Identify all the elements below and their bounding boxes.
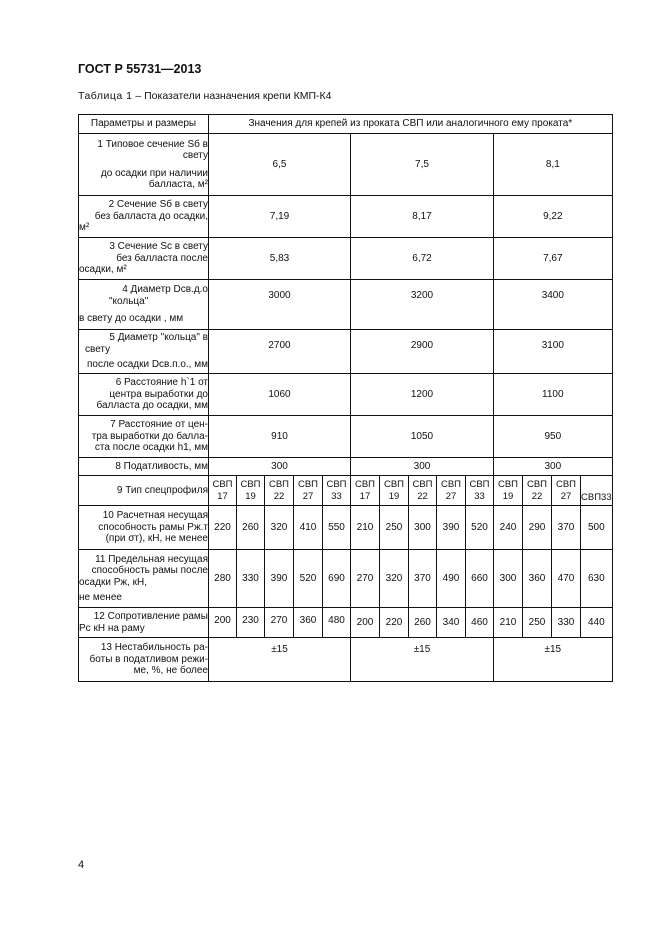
- value-cell: 360: [523, 550, 552, 608]
- value-cell: 390: [437, 506, 466, 550]
- profile-cell: СВП 22: [265, 476, 294, 506]
- table-row: [79, 330, 613, 374]
- value-cell: 8,17: [351, 196, 494, 238]
- value-cell: 300: [351, 458, 494, 476]
- value-cell: 3400: [494, 280, 613, 330]
- value-cell: 410: [294, 506, 323, 550]
- param-cell: 8 Податливость, мм: [79, 458, 209, 476]
- table-row: [79, 550, 613, 608]
- value-cell: 3200: [351, 280, 494, 330]
- value-cell: 330: [237, 550, 265, 608]
- table-row: [79, 476, 613, 506]
- table-caption-prefix: Таблица 1: [78, 90, 133, 102]
- value-cell: 300: [209, 458, 351, 476]
- value-cell: 490: [437, 550, 466, 608]
- param-cell: 9 Тип спецпрофиля: [79, 476, 209, 506]
- table-row: [79, 134, 613, 196]
- value-cell: 270: [265, 608, 294, 638]
- value-cell: 200: [351, 608, 380, 638]
- value-cell: 7,5: [351, 134, 494, 196]
- value-cell: 250: [380, 506, 409, 550]
- profile-cell: СВП 22: [409, 476, 437, 506]
- param-cell: 4 Диаметр Dсв.д.о "кольца" в свету до осадки , мм: [79, 280, 209, 330]
- value-cell: 3000: [209, 280, 351, 330]
- profile-cell: СВП 27: [437, 476, 466, 506]
- profile-cell: СВП 33: [323, 476, 351, 506]
- value-cell: 230: [237, 608, 265, 638]
- value-cell: 910: [209, 416, 351, 458]
- value-cell: 6,5: [209, 134, 351, 196]
- value-cell: 200: [209, 608, 237, 638]
- table-row: [79, 196, 613, 238]
- param-cell: 12 Сопротивление рамы Pс кН на раму: [79, 608, 209, 638]
- value-cell: 370: [409, 550, 437, 608]
- table-row: [79, 374, 613, 416]
- value-cell: 260: [237, 506, 265, 550]
- value-cell: 390: [265, 550, 294, 608]
- value-cell: ±15: [351, 638, 494, 682]
- value-cell: 550: [323, 506, 351, 550]
- value-cell: 3100: [494, 330, 613, 374]
- param-cell: 13 Нестабильность ра- боты в податливом режи- ме, %, не более: [79, 638, 209, 682]
- param-cell: 6 Расстояние h`1 от центра выработки до балласта до осадки, мм: [79, 374, 209, 416]
- value-cell: 210: [494, 608, 523, 638]
- value-cell: ±15: [494, 638, 613, 682]
- profile-cell: СВП 19: [380, 476, 409, 506]
- table-caption: [78, 90, 331, 102]
- value-cell: 5,83: [209, 238, 351, 280]
- value-cell: 950: [494, 416, 613, 458]
- profile-cell: СВП 19: [237, 476, 265, 506]
- profile-cell: СВП 33: [466, 476, 494, 506]
- value-cell: 9,22: [494, 196, 613, 238]
- profile-cell: СВП 27: [552, 476, 581, 506]
- value-cell: 6,72: [351, 238, 494, 280]
- param-cell: 1 Типовое сечение Sб в свету до осадки при наличии балласта, м²: [79, 134, 209, 196]
- value-cell: 330: [552, 608, 581, 638]
- profile-cell: СВП 19: [494, 476, 523, 506]
- param-cell: 10 Расчетная несущая способность рамы Pж.т (при σт), кН, не менее: [79, 506, 209, 550]
- param-cell: 11 Предельная несущая способность рамы после осадки Pж, кН, не менее: [79, 550, 209, 608]
- value-cell: 1050: [351, 416, 494, 458]
- value-cell: 240: [494, 506, 523, 550]
- value-cell: ±15: [209, 638, 351, 682]
- profile-cell: СВП33: [581, 476, 613, 506]
- value-cell: 630: [581, 550, 613, 608]
- value-cell: 370: [552, 506, 581, 550]
- value-cell: 270: [351, 550, 380, 608]
- value-cell: 2700: [209, 330, 351, 374]
- param-cell: 5 Диаметр "кольца" в свету после осадки Dсв.п.о., мм: [79, 330, 209, 374]
- value-cell: 280: [209, 550, 237, 608]
- value-cell: 300: [409, 506, 437, 550]
- profile-cell: СВП 22: [523, 476, 552, 506]
- value-cell: 360: [294, 608, 323, 638]
- value-cell: 250: [523, 608, 552, 638]
- table-header-row: [79, 115, 613, 134]
- value-cell: 8,1: [494, 134, 613, 196]
- table-row: [79, 608, 613, 638]
- table-row: [79, 238, 613, 280]
- value-cell: 220: [380, 608, 409, 638]
- value-cell: 210: [351, 506, 380, 550]
- value-cell: 520: [294, 550, 323, 608]
- value-cell: 320: [380, 550, 409, 608]
- value-cell: 7,19: [209, 196, 351, 238]
- table-row: [79, 416, 613, 458]
- table-row: [79, 506, 613, 550]
- value-cell: 2900: [351, 330, 494, 374]
- value-cell: 480: [323, 608, 351, 638]
- document-header: ГОСТ Р 55731—2013: [78, 62, 202, 76]
- value-cell: 500: [581, 506, 613, 550]
- table-row: [79, 638, 613, 682]
- profile-cell: СВП 27: [294, 476, 323, 506]
- value-cell: 290: [523, 506, 552, 550]
- value-cell: 340: [437, 608, 466, 638]
- param-cell: 3 Сечение Sс в свету без балласта после осадки, м²: [79, 238, 209, 280]
- value-cell: 300: [494, 458, 613, 476]
- table-caption-text: – Показатели назначения крепи КМП-К4: [132, 90, 332, 102]
- value-cell: 460: [466, 608, 494, 638]
- value-cell: 220: [209, 506, 237, 550]
- table-row: [79, 458, 613, 476]
- value-cell: 470: [552, 550, 581, 608]
- profile-cell: СВП 17: [209, 476, 237, 506]
- value-cell: 300: [494, 550, 523, 608]
- value-cell: 260: [409, 608, 437, 638]
- value-cell: 7,67: [494, 238, 613, 280]
- profile-cell: СВП 17: [351, 476, 380, 506]
- value-cell: 320: [265, 506, 294, 550]
- value-cell: 1060: [209, 374, 351, 416]
- page-number: 4: [78, 859, 85, 871]
- param-cell: 7 Расстояние от цен- тра выработки до балла- ста после осадки h1, мм: [79, 416, 209, 458]
- value-cell: 1100: [494, 374, 613, 416]
- table-row: [79, 280, 613, 330]
- value-cell: 1200: [351, 374, 494, 416]
- indicators-table: [78, 114, 613, 682]
- param-cell: 2 Сечение Sб в свету без балласта до осадки, м²: [79, 196, 209, 238]
- header-params: Параметры и размеры: [79, 115, 209, 134]
- value-cell: 520: [466, 506, 494, 550]
- value-cell: 440: [581, 608, 613, 638]
- header-values: Значения для крепей из проката СВП или аналогичного ему проката*: [209, 115, 613, 134]
- value-cell: 690: [323, 550, 351, 608]
- value-cell: 660: [466, 550, 494, 608]
